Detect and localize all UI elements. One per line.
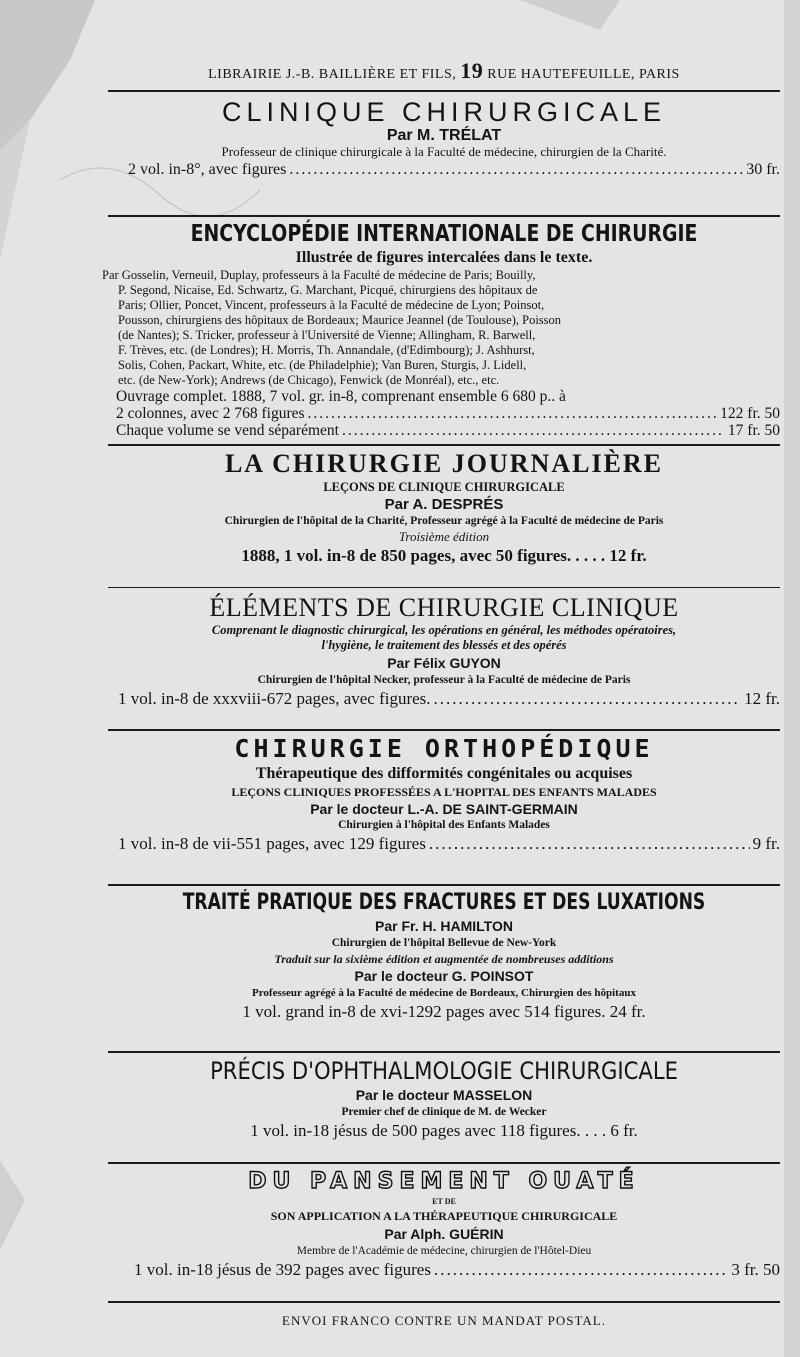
lectures-note: LEÇONS CLINIQUES PROFESSÉES A L'HOPITAL DES ENFANTS MALADES <box>231 785 657 799</box>
edition-info: 1 vol. in-18 jésus de 500 pages avec 118 figures. <box>250 1121 581 1140</box>
book-listing <box>108 588 780 729</box>
edition-info: 1 vol. in-8 de xxxviii-672 pages, avec figures. <box>118 689 431 708</box>
book-author: Par M. TRÉLAT <box>386 127 502 144</box>
book-price: 12 fr. <box>609 546 647 565</box>
price-line <box>134 1259 780 1281</box>
dot-leader <box>434 1259 728 1281</box>
price-line <box>118 833 780 855</box>
author-description: Professeur de clinique chirurgicale à la Faculté de médecine, chirurgien de la Charité. <box>221 144 667 159</box>
book-title: PRÉCIS D'OPHTHALMOLOGIE CHIRURGICALE <box>210 1057 678 1085</box>
book-subtitle: Comprenant le diagnostic chirurgical, les opérations en général, les méthodes opératoires, <box>211 623 677 637</box>
dot-leader: . . . . <box>575 546 610 565</box>
book-subtitle: Thérapeutique des difformités congénitales ou acquises <box>255 765 633 782</box>
book-listing <box>108 446 780 587</box>
publisher-name: LIBRAIRIE J.-B. BAILLIÈRE ET FILS, <box>208 67 457 82</box>
price-line <box>118 688 780 710</box>
edition-info: 1 vol. grand in-8 de xvi-1292 pages avec 514 figures. <box>242 1002 606 1021</box>
author-description: Premier chef de clinique de M. de Wecker <box>341 1106 547 1118</box>
price-line <box>116 422 780 439</box>
book-price: 24 fr. <box>609 1002 646 1021</box>
author-description: Chirurgien à l'hôpital des Enfants Malades <box>338 819 550 831</box>
contributors-line: (de Nantes); S. Tricker, professeur à l'Université de Vienne; Allingham, R. Barwell, <box>118 328 536 342</box>
book-title: CLINIQUE CHIRURGICALE <box>221 97 667 127</box>
contributors-list <box>102 268 788 388</box>
book-listing <box>102 217 780 444</box>
book-price: 122 fr. 50 <box>720 405 780 422</box>
dot-leader: . . . <box>584 1121 611 1140</box>
book-author: Par le docteur L.-A. DE SAINT-GERMAIN <box>310 801 578 817</box>
edition-info: 1 vol. in-8 de vii-551 pages, avec 129 figures <box>118 834 426 853</box>
book-title: LA CHIRURGIE JOURNALIÈRE <box>224 449 664 478</box>
book-price: 9 fr. <box>752 834 780 853</box>
publisher-street: RUE HAUTEFEUILLE, PARIS <box>487 67 680 82</box>
author-description: Chirurgien de l'hôpital Bellevue de New-York <box>331 937 557 949</box>
book-price: 12 fr. <box>744 689 780 708</box>
contributors-line: Par Gosselin, Verneuil, Duplay, professeurs à la Faculté de médecine de Paris; Bouilly, <box>102 268 536 282</box>
book-price: 6 fr. <box>610 1121 638 1140</box>
book-title: CHIRURGIE ORTHOPÉDIQUE <box>234 734 654 763</box>
dot-leader <box>289 160 743 179</box>
edition-info: 2 vol. in-8°, avec figures <box>128 161 287 178</box>
book-listing <box>108 1053 780 1162</box>
edition-info: 2 colonnes, avec 2 768 figures <box>116 405 305 422</box>
book-title: TRAITÉ PRATIQUE DES FRACTURES ET DES LUXATIONS <box>182 890 706 915</box>
contributors-line: Solis, Cohen, Packart, White, etc. (de Philadelphie); Van Buren, Sturgis, J. Lidell, <box>118 358 527 372</box>
price-line <box>108 1001 780 1023</box>
author-description: Membre de l'Académie de médecine, chirurgien de l'Hôtel-Dieu <box>296 1245 592 1257</box>
catalogue-content <box>102 58 780 1329</box>
contributors-line: Paris; Ollier, Poncet, Vincent, professeurs à la Faculté de médecine de Lyon; Poinsot, <box>118 298 545 312</box>
price-line <box>128 160 780 179</box>
book-subtitle: LEÇONS DE CLINIQUE CHIRURGICALE <box>323 480 565 494</box>
footer-note: ENVOI FRANCO CONTRE UN MANDAT POSTAL. <box>282 1313 606 1328</box>
author-description: Chirurgien de l'hôpital Necker, professeur à la Faculté de médecine de Paris <box>257 674 631 686</box>
price-line <box>108 1120 780 1142</box>
book-title: ENCYCLOPÉDIE INTERNATIONALE DE CHIRURGIE <box>190 221 698 247</box>
contributors-line: etc. (de New-York); Andrews (de Chicago), Fenwick (de Monréal), etc., etc. <box>118 373 500 387</box>
price-line <box>116 405 780 422</box>
street-number: 19 <box>460 58 484 83</box>
book-listing <box>108 731 780 884</box>
edition-info: Chaque volume se vend séparément <box>116 422 339 439</box>
dot-leader <box>342 422 725 439</box>
book-price: 3 fr. 50 <box>731 1260 780 1279</box>
dot-leader <box>308 405 718 422</box>
book-price: 30 fr. <box>746 161 780 178</box>
dot-leader <box>434 688 742 710</box>
book-subtitle: l'hygiène, le traitement des blessés et des opérés <box>321 638 567 652</box>
book-subtitle: Illustrée de figures intercalées dans le texte. <box>295 249 593 266</box>
edition-info: 1 vol. in-18 jésus de 392 pages avec figures <box>134 1260 431 1279</box>
contributors-line: F. Trèves, etc. (de Londres); H. Morris, Th. Annandale, (d'Edimbourg); J. Ashhurst, <box>118 343 535 357</box>
edition-note: Troisième édition <box>398 529 490 544</box>
edition-info: Ouvrage complet. 1888, 7 vol. gr. in-8, comprenant ensemble 6 680 p.. à <box>116 388 566 405</box>
book-title-connector: ET DE <box>432 1197 456 1206</box>
translation-note: Traduit sur la sixième édition et augmentée de nombreuses additions <box>274 952 614 966</box>
publisher-header <box>108 58 780 90</box>
book-listing <box>108 886 780 1051</box>
book-author: Par le docteur MASSELON <box>355 1087 533 1103</box>
book-title: ÉLÉMENTS DE CHIRURGIE CLINIQUE <box>209 593 679 622</box>
translator-description: Professeur agrégé à la Faculté de médecine de Bordeaux, Chirurgien des hôpitaux <box>252 987 636 999</box>
edition-info: 1888, 1 vol. in-8 de 850 pages, avec 50 figures. <box>241 546 572 565</box>
contributors-line: Pousson, chirurgiens des hôpitaux de Bordeaux; Maurice Jeannel (de Toulouse), Poisson <box>118 313 562 327</box>
dot-leader <box>429 833 750 855</box>
book-price: 17 fr. 50 <box>727 422 780 439</box>
book-author: Par A. DESPRÉS <box>384 496 504 513</box>
book-listing <box>108 92 780 215</box>
book-title: DU PANSEMENT OUATÉ <box>248 1169 640 1194</box>
author-description: Chirurgien de l'hôpital de la Charité, Professeur agrégé à la Faculté de médecine de Paris <box>224 515 664 527</box>
book-author: Par Fr. H. HAMILTON <box>375 918 513 934</box>
contributors-line: P. Segond, Nicaise, Ed. Schwartz, G. Marchant, Picqué, chirurgiens des hôpitaux de <box>118 283 538 297</box>
price-line <box>108 545 780 567</box>
book-author: Par Félix GUYON <box>387 655 501 671</box>
book-listing <box>108 1164 780 1301</box>
book-subtitle: SON APPLICATION A LA THÉRAPEUTIQUE CHIRURGICALE <box>270 1209 618 1223</box>
book-author: Par Alph. GUÉRIN <box>384 1226 504 1242</box>
translator-name: Par le docteur G. POINSOT <box>354 968 534 984</box>
